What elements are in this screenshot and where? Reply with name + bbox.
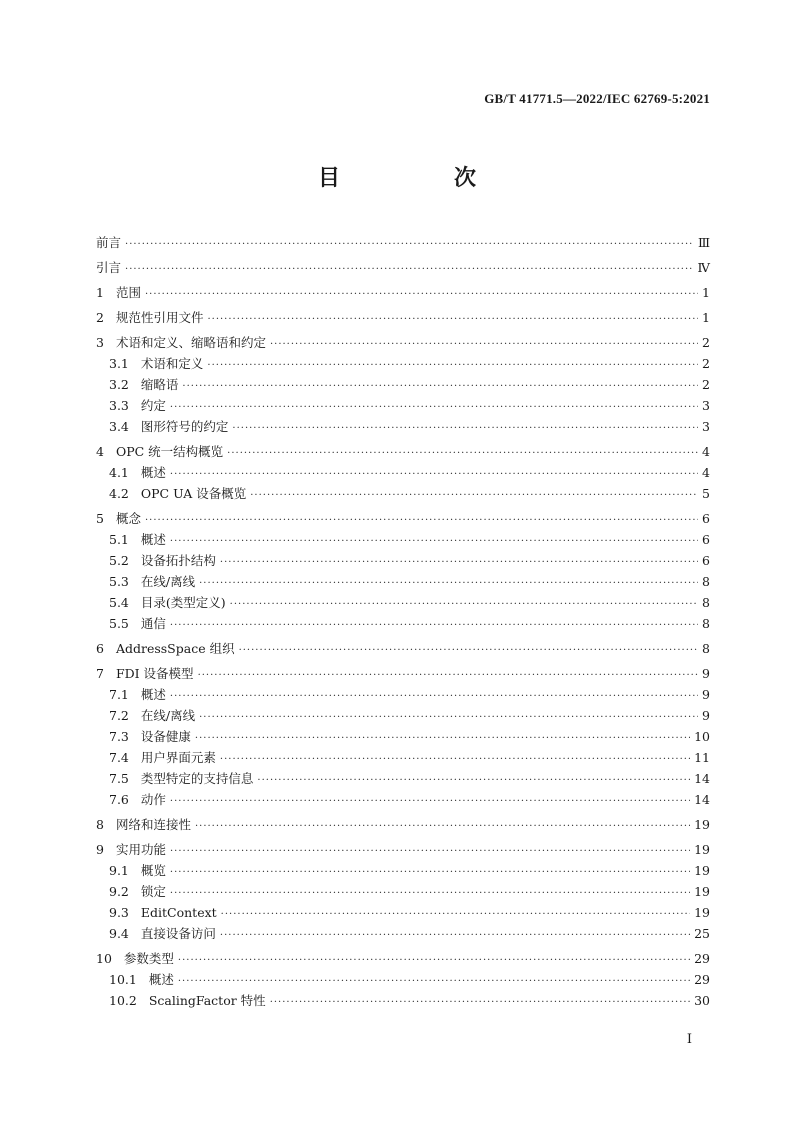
toc-entry-title: AddressSpace 组织 [115,641,235,656]
toc-entry[interactable] [96,990,710,1011]
toc-entry-page: 11 [694,750,710,765]
toc-entry-title: 图形符号的约定 [140,419,229,434]
dot-leader [182,376,698,397]
toc-entry-page: 9 [702,708,710,723]
toc-entry-page: 6 [702,532,710,547]
toc-entry-number: 9.1 [109,863,129,878]
toc-entry-title: 缩略语 [140,377,179,392]
toc-entry-number: 4 [96,444,104,459]
toc-entry-number: 8 [96,817,104,832]
toc-entry-number: 3 [96,335,104,350]
toc-entry[interactable] [96,923,710,944]
toc-entry-title: 网络和连接性 [115,817,191,832]
toc-entry-number: 7.3 [109,729,129,744]
toc-entry-title: 在线/离线 [140,574,196,589]
toc-entry-title: 约定 [140,398,166,413]
dot-leader [221,904,690,925]
toc-entry-page: 1 [702,285,710,300]
toc-entry-number: 7.4 [109,750,129,765]
toc-entry[interactable] [96,332,710,353]
dot-leader [270,334,698,355]
dot-leader [199,573,698,594]
toc-entry[interactable] [96,232,710,253]
toc-entry[interactable] [96,529,710,550]
dot-leader [145,510,698,531]
toc-entry[interactable] [96,969,710,990]
toc-entry[interactable] [96,508,710,529]
toc-entry-title: 引言 [96,260,122,275]
toc-entry[interactable] [96,395,710,416]
toc-entry-number: 7 [96,666,104,681]
dot-leader [199,707,698,728]
toc-entry-page: 14 [694,792,710,807]
toc-entry-title: 设备拓扑结构 [140,553,216,568]
toc-entry-number: 9.3 [109,905,129,920]
dot-leader [145,284,698,305]
toc-entry-title: FDI 设备模型 [115,666,194,681]
toc-entry[interactable] [96,814,710,835]
dot-leader [170,615,698,636]
dot-leader [170,464,698,485]
toc-entry-title: 概述 [148,972,174,987]
toc-entry-number: 4.1 [109,465,129,480]
toc-entry-title: 概览 [140,863,166,878]
toc-entry-title: 概述 [140,465,166,480]
toc-entry[interactable] [96,483,710,504]
toc-entry-number: 9 [96,842,104,857]
toc-entry-title: 在线/离线 [140,708,196,723]
toc-entry-page: 2 [702,377,710,392]
dot-leader [178,950,690,971]
toc-entry-page: 19 [694,817,710,832]
dot-leader [257,770,690,791]
toc-entry-page: 30 [694,993,710,1008]
toc-entry-title: 范围 [115,285,141,300]
dot-leader [195,728,690,749]
toc-entry[interactable] [96,663,710,684]
toc-entry-number: 1 [96,285,104,300]
toc-entry-page: 8 [702,616,710,631]
toc-entry-title: 术语和定义 [140,356,204,371]
dot-leader [170,883,690,904]
toc-entry[interactable] [96,948,710,969]
dot-leader [170,791,690,812]
toc-entry[interactable] [96,416,710,437]
toc-entry-number: 5.5 [109,616,129,631]
toc-entry-title: 参数类型 [123,951,174,966]
toc-entry-page: 9 [702,666,710,681]
toc-entry-page: 8 [702,595,710,610]
toc-entry-page: 10 [694,729,710,744]
toc-entry-title: 设备健康 [140,729,191,744]
dot-leader [125,259,693,280]
dot-leader [170,397,698,418]
standard-code: GB/T 41771.5—2022/IEC 62769-5:2021 [484,91,710,106]
toc-entry-page: 3 [702,398,710,413]
toc-entry-title: ScalingFactor 特性 [148,993,266,1008]
dot-leader [178,971,690,992]
toc-entry-page: 19 [694,842,710,857]
dot-leader [170,686,698,707]
toc-entry-title: 用户界面元素 [140,750,216,765]
toc-entry-page: 3 [702,419,710,434]
toc-entry-number: 9.2 [109,884,129,899]
toc-entry[interactable] [96,550,710,571]
toc-entry-number: 3.2 [109,377,129,392]
toc-entry-number: 3.1 [109,356,129,371]
toc-entry-title: 类型特定的支持信息 [140,771,254,786]
toc-entry-page: 9 [702,687,710,702]
toc-entry-title: 概述 [140,687,166,702]
toc-entry-number: 7.5 [109,771,129,786]
toc-entry-number: 7.1 [109,687,129,702]
toc-entry[interactable] [96,592,710,613]
dot-leader [207,309,698,330]
toc-entry-number: 10.1 [109,972,137,987]
toc-entry-title: OPC 统一结构概览 [115,444,224,459]
toc-entry[interactable] [96,613,710,634]
toc-entry-number: 6 [96,641,104,656]
toc-entry-title: 概念 [115,511,141,526]
toc-entry[interactable] [96,747,710,768]
toc-entry-title: 锁定 [140,884,166,899]
toc-entry[interactable] [96,705,710,726]
toc-entry[interactable] [96,307,710,328]
toc-entry-number: 7.2 [109,708,129,723]
toc-entry-number: 2 [96,310,104,325]
toc-entry[interactable] [96,462,710,483]
toc-entry-number: 3.3 [109,398,129,413]
toc-entry-title: OPC UA 设备概览 [140,486,247,501]
toc-entry-page: 29 [694,972,710,987]
toc-entry-page: 19 [694,905,710,920]
toc-entry[interactable] [96,860,710,881]
dot-leader [220,925,690,946]
toc-entry-title: 实用功能 [115,842,166,857]
dot-leader [250,485,698,506]
toc-entry-page: 5 [702,486,710,501]
toc-entry-number: 5.2 [109,553,129,568]
toc-entry[interactable] [96,789,710,810]
toc-entry-page: 19 [694,884,710,899]
toc-entry-page: 19 [694,863,710,878]
toc-entry-page: 6 [702,553,710,568]
toc-entry-number: 9.4 [109,926,129,941]
dot-leader [270,992,690,1013]
toc-entry-page: 2 [702,356,710,371]
toc-entry-page: 8 [702,574,710,589]
toc-entry[interactable] [96,353,710,374]
dot-leader [227,443,698,464]
dot-leader [239,640,698,661]
dot-leader [230,594,698,615]
dot-leader [125,234,694,255]
toc-entry-page: 4 [702,444,710,459]
toc-entry-title: EditContext [140,905,217,920]
toc-entry-number: 10 [96,951,112,966]
dot-leader [170,862,690,883]
toc-entry-title: 规范性引用文件 [115,310,204,325]
toc-entry-title: 前言 [96,235,122,250]
toc-entry-title: 直接设备访问 [140,926,216,941]
toc-entry[interactable] [96,374,710,395]
toc-entry[interactable] [96,726,710,747]
toc-entry-page: 4 [702,465,710,480]
toc-entry[interactable] [96,638,710,659]
toc-entry-page: 6 [702,511,710,526]
page-number: I [686,1032,692,1047]
toc-entry-number: 5.3 [109,574,129,589]
toc-entry-number: 3.4 [109,419,129,434]
toc-entry[interactable] [96,282,710,303]
toc-entry-title: 目录(类型定义) [140,595,226,610]
toc-entry-page: 29 [694,951,710,966]
dot-leader [198,665,698,686]
toc-entry-number: 5.4 [109,595,129,610]
toc-entry-number: 5.1 [109,532,129,547]
dot-leader [195,816,690,837]
toc-entry-page: 1 [702,310,710,325]
toc-entry-number: 5 [96,511,104,526]
toc-entry-number: 7.6 [109,792,129,807]
toc-entry[interactable] [96,768,710,789]
toc-entry-title: 通信 [140,616,166,631]
dot-leader [232,418,698,439]
toc-entry[interactable] [96,571,710,592]
toc-entry-page: 14 [694,771,710,786]
toc-entry-page: 8 [702,641,710,656]
toc-entry-page: Ⅳ [697,260,710,275]
toc-entry-title: 概述 [140,532,166,547]
dot-leader [170,841,690,862]
dot-leader [220,552,698,573]
toc-entry[interactable] [96,902,710,923]
toc-entry-number: 10.2 [109,993,137,1008]
dot-leader [170,531,698,552]
toc-entry[interactable] [96,839,710,860]
toc-entry-title: 动作 [140,792,166,807]
toc-entry[interactable] [96,684,710,705]
page-title: 目 次 [317,166,522,191]
toc-entry-page: 2 [702,335,710,350]
toc-entry-title: 术语和定义、缩略语和约定 [115,335,266,350]
dot-leader [220,749,690,770]
toc-entry-number: 4.2 [109,486,129,501]
table-of-contents [96,228,710,1011]
toc-entry[interactable] [96,441,710,462]
toc-entry-page: 25 [694,926,710,941]
toc-entry-page: Ⅲ [697,235,710,250]
toc-entry[interactable] [96,881,710,902]
dot-leader [207,355,698,376]
toc-entry[interactable] [96,257,710,278]
